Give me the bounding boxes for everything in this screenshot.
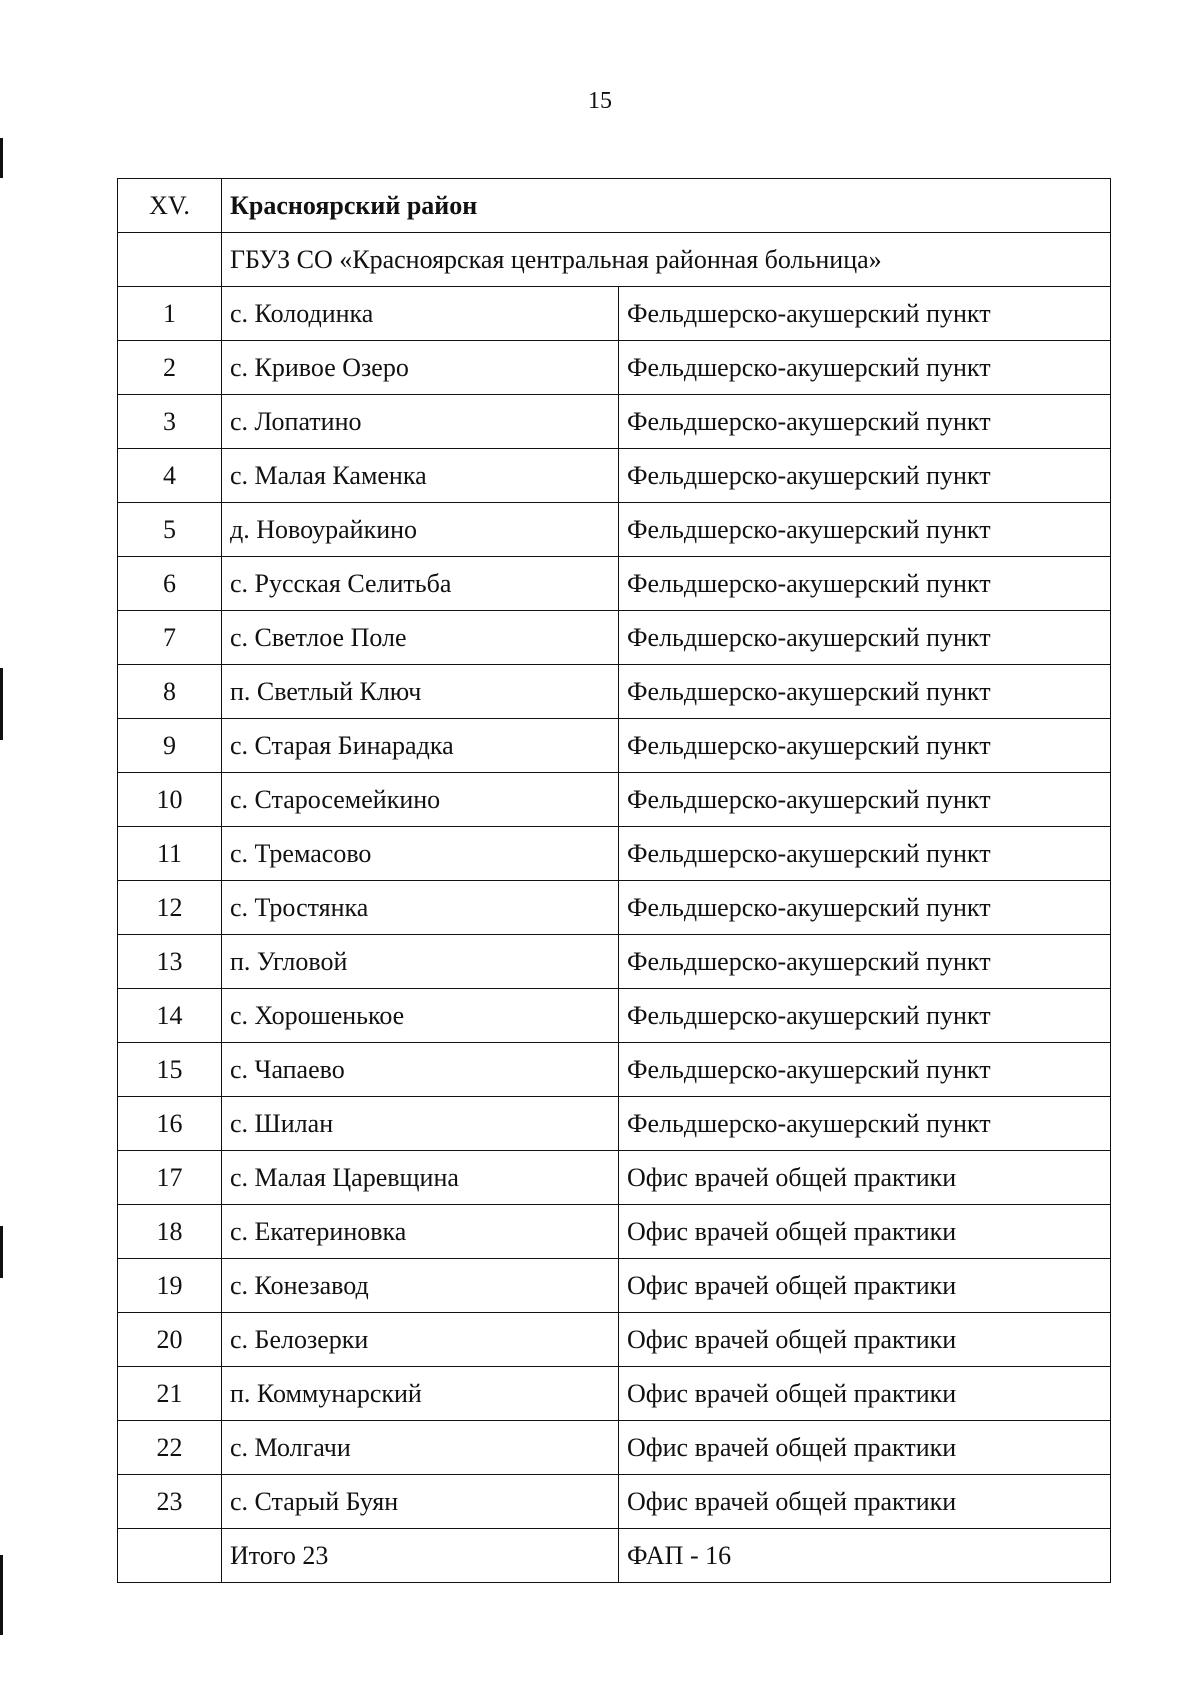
table-row	[118, 989, 1111, 1043]
settlement-name: с. Лопатино	[222, 395, 619, 449]
facilities-table	[117, 178, 1111, 1583]
settlement-name: п. Светлый Ключ	[222, 665, 619, 719]
row-number: 12	[118, 881, 222, 935]
row-number: 19	[118, 1259, 222, 1313]
settlement-name: с. Колодинка	[222, 287, 619, 341]
scan-edge-mark	[0, 138, 3, 178]
facility-type: Офис врачей общей практики	[619, 1259, 1111, 1313]
table-row	[118, 395, 1111, 449]
row-number: 21	[118, 1367, 222, 1421]
empty-cell	[118, 233, 222, 287]
table-row	[118, 935, 1111, 989]
table-row	[118, 773, 1111, 827]
settlement-name: с. Тремасово	[222, 827, 619, 881]
scan-edge-mark	[0, 1226, 3, 1278]
settlement-name: с. Екатериновка	[222, 1205, 619, 1259]
facility-type: Фельдшерско-акушерский пункт	[619, 773, 1111, 827]
settlement-name: Итого 23	[222, 1529, 619, 1583]
row-number: 20	[118, 1313, 222, 1367]
institution-row	[118, 233, 1111, 287]
scan-edge-mark	[0, 1555, 3, 1635]
settlement-name: с. Малая Царевщина	[222, 1151, 619, 1205]
table-row	[118, 719, 1111, 773]
facility-type: Фельдшерско-акушерский пункт	[619, 611, 1111, 665]
row-number: 22	[118, 1421, 222, 1475]
row-number: 17	[118, 1151, 222, 1205]
row-number: 1	[118, 287, 222, 341]
table-row	[118, 1151, 1111, 1205]
settlement-name: с. Русская Селитьба	[222, 557, 619, 611]
settlement-name: д. Новоурайкино	[222, 503, 619, 557]
facility-type: Фельдшерско-акушерский пункт	[619, 665, 1111, 719]
settlement-name: с. Чапаево	[222, 1043, 619, 1097]
row-number: 10	[118, 773, 222, 827]
table-row	[118, 1043, 1111, 1097]
settlement-name: с. Конезавод	[222, 1259, 619, 1313]
settlement-name: п. Коммунарский	[222, 1367, 619, 1421]
table-row	[118, 503, 1111, 557]
table-row	[118, 1475, 1111, 1529]
facility-type: Фельдшерско-акушерский пункт	[619, 881, 1111, 935]
settlement-name: с. Малая Каменка	[222, 449, 619, 503]
settlement-name: п. Угловой	[222, 935, 619, 989]
section-header-row	[118, 179, 1111, 233]
row-number: 23	[118, 1475, 222, 1529]
facility-type: Фельдшерско-акушерский пункт	[619, 503, 1111, 557]
page-number: 15	[588, 88, 612, 114]
row-number: 2	[118, 341, 222, 395]
table-row	[118, 611, 1111, 665]
table-row	[118, 1421, 1111, 1475]
table-row	[118, 827, 1111, 881]
facility-type: Фельдшерско-акушерский пункт	[619, 989, 1111, 1043]
row-number: 14	[118, 989, 222, 1043]
facility-type: Офис врачей общей практики	[619, 1475, 1111, 1529]
row-number: 15	[118, 1043, 222, 1097]
row-number: 6	[118, 557, 222, 611]
row-number: 3	[118, 395, 222, 449]
facility-type: Офис врачей общей практики	[619, 1421, 1111, 1475]
settlement-name: с. Старосемейкино	[222, 773, 619, 827]
facility-type: Фельдшерско-акушерский пункт	[619, 449, 1111, 503]
row-number: 16	[118, 1097, 222, 1151]
settlement-name: с. Молгачи	[222, 1421, 619, 1475]
facility-type: Фельдшерско-акушерский пункт	[619, 827, 1111, 881]
settlement-name: с. Белозерки	[222, 1313, 619, 1367]
settlement-name: с. Старый Буян	[222, 1475, 619, 1529]
row-number: 7	[118, 611, 222, 665]
row-number: 18	[118, 1205, 222, 1259]
row-number: 13	[118, 935, 222, 989]
facility-type: Офис врачей общей практики	[619, 1151, 1111, 1205]
facility-type: Фельдшерско-акушерский пункт	[619, 719, 1111, 773]
row-number: 11	[118, 827, 222, 881]
table-row	[118, 1313, 1111, 1367]
facility-type: Фельдшерско-акушерский пункт	[619, 341, 1111, 395]
section-number: XV.	[118, 179, 222, 233]
facility-type: Фельдшерско-акушерский пункт	[619, 557, 1111, 611]
facility-type: ФАП - 16	[619, 1529, 1111, 1583]
institution-name: ГБУЗ СО «Красноярская центральная районная больница»	[222, 233, 1111, 287]
table-row	[118, 1097, 1111, 1151]
table-row	[118, 1259, 1111, 1313]
settlement-name: с. Светлое Поле	[222, 611, 619, 665]
row-number: 8	[118, 665, 222, 719]
section-title: Красноярский район	[222, 179, 1111, 233]
row-number: 9	[118, 719, 222, 773]
settlement-name: с. Хорошенькое	[222, 989, 619, 1043]
facility-type: Офис врачей общей практики	[619, 1367, 1111, 1421]
table-row	[118, 449, 1111, 503]
table-row	[118, 287, 1111, 341]
table-row	[118, 1367, 1111, 1421]
settlement-name: с. Шилан	[222, 1097, 619, 1151]
facility-type: Фельдшерско-акушерский пункт	[619, 287, 1111, 341]
settlement-name: с. Тростянка	[222, 881, 619, 935]
row-number: 4	[118, 449, 222, 503]
total-row	[118, 1529, 1111, 1583]
facility-type: Офис врачей общей практики	[619, 1313, 1111, 1367]
facility-type: Фельдшерско-акушерский пункт	[619, 395, 1111, 449]
settlement-name: с. Старая Бинарадка	[222, 719, 619, 773]
table-row	[118, 881, 1111, 935]
table-row	[118, 665, 1111, 719]
facility-type: Фельдшерско-акушерский пункт	[619, 1097, 1111, 1151]
facility-type: Фельдшерско-акушерский пункт	[619, 935, 1111, 989]
row-number	[118, 1529, 222, 1583]
row-number: 5	[118, 503, 222, 557]
table-row	[118, 341, 1111, 395]
settlement-name: с. Кривое Озеро	[222, 341, 619, 395]
facility-type: Офис врачей общей практики	[619, 1205, 1111, 1259]
table-body	[118, 179, 1111, 1583]
table-row	[118, 557, 1111, 611]
table-row	[118, 1205, 1111, 1259]
scan-edge-mark	[0, 668, 3, 740]
facility-type: Фельдшерско-акушерский пункт	[619, 1043, 1111, 1097]
